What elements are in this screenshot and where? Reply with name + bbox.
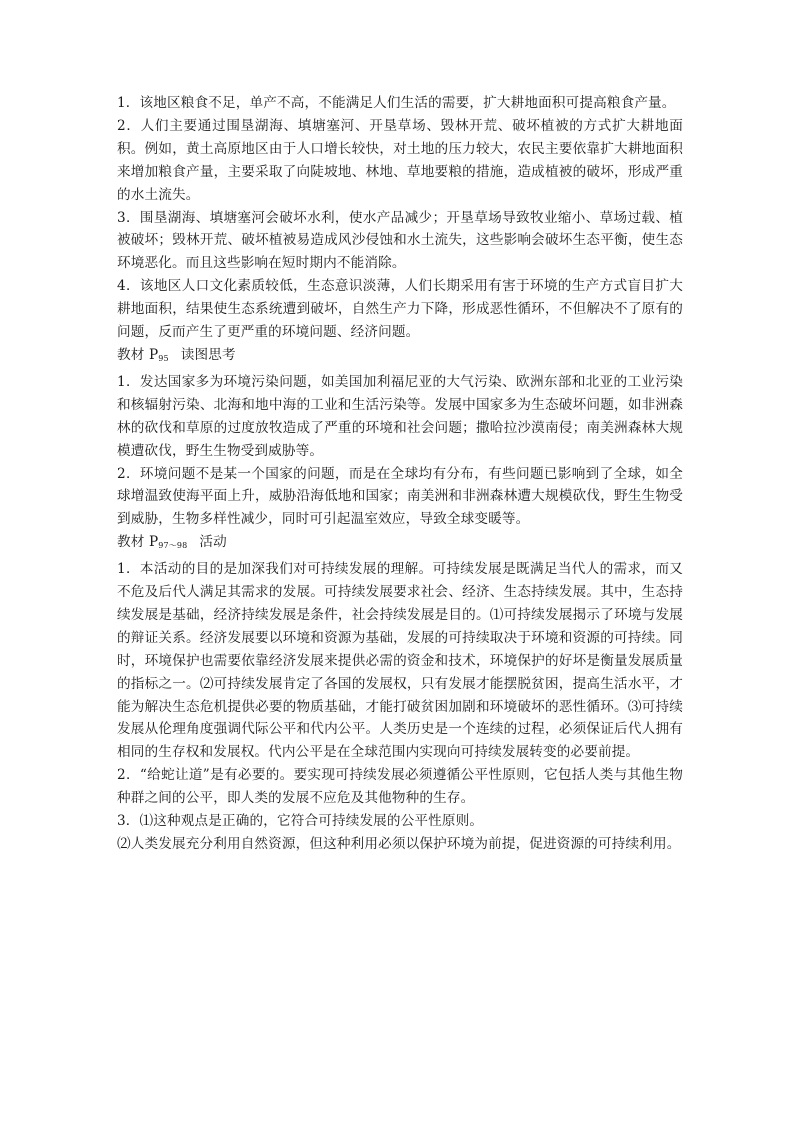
answer-p95-1: 1．发达国家多为环境污染问题，如美国加利福尼亚的大气污染、欧洲东部和北亚的工业污染和核辐射污染、北海和地中海的工业和生活污染等。发展中国家多为生态破坏问题，如非洲森林的砍伐和草原的过度放牧造成了严重的环境和社会问题；撒哈拉沙漠南侵；南美洲森林大规模遭砍伐，野生生物受到威胁等。: [117, 373, 683, 459]
heading-title: 活动: [199, 534, 227, 551]
answer-4: 4．该地区人口文化素质较低，生态意识淡薄，人们长期采用有害于环境的生产方式盲目扩大耕地面积，结果使生态系统遭到破坏，自然生产力下降，形成恶性循环，不但解决不了原有的问题，反而产生了更严重的环境问题、经济问题。: [117, 278, 683, 341]
document-page: [117, 92, 683, 856]
heading-page-range: 95: [158, 353, 169, 363]
heading-title: 读图思考: [180, 346, 236, 363]
answer-activity-3-1: 3．⑴这种观点是正确的，它符合可持续发展的公平性原则。: [117, 813, 484, 830]
heading-page-range: 97～98: [158, 541, 188, 551]
answer-2: 2．人们主要通过围垦湖海、填塘塞河、开垦草场、毁林开荒、破坏植被的方式扩大耕地面积。例如，黄土高原地区由于人口增长较快，对土地的压力较大，农民主要依靠扩大耕地面积来增加粮食产量，主要采取了向陡坡地、林地、草地要粮的措施，造成植被的破坏，形成严重的水土流失。: [117, 117, 683, 203]
answer-activity-3-2: ⑵人类发展充分利用自然资源，但这种利用必须以保护环境为前提，促进资源的可持续利用。: [117, 836, 681, 852]
section-heading-p97-98: [117, 531, 683, 558]
answer-activity-1: 1．本活动的目的是加深我们对可持续发展的理解。可持续发展是既满足当代人的需求，而又不危及后代人满足其需求的发展。可持续发展要求社会、经济、生态持续发展。其中，生态持续发展是基础，经济持续发展是条件，社会持续发展是目的。⑴可持续发展揭示了环境与发展的辩证关系。经济发展要以环境和资源为基础，发展的可持续取决于环境和资源的可持续。同时，环境保护也需要依靠经济发展来提供必需的资金和技术，环境保护的好坏是衡量发展质量的指标之一。⑵可持续发展肯定了各国的发展权，只有发展才能摆脱贫困，提高生活水平，才能为解决生态危机提供必要的物质基础，才能打破贫困加剧和环境破坏的恶性循环。⑶可持续发展从伦理角度强调代际公平和代内公平。人类历史是一个连续的过程，必须保证后代人拥有相同的生存权和发展权。代内公平是在全球范围内实现向可持续发展转变的必要前提。: [117, 561, 683, 761]
heading-prefix: 教材 P: [117, 534, 159, 551]
section-heading-p95: [117, 344, 683, 371]
answer-p95-2: 2．环境问题不是某一个国家的问题，而是在全球均有分布，有些问题已影响到了全球，如全球增温致使海平面上升，威胁沿海低地和国家；南美洲和非洲森林遭大规模砍伐，野生生物受到威胁，生物多样性减少，同时可引起温室效应，导致全球变暖等。: [117, 465, 683, 528]
answer-activity-2: 2．“给蛇让道”是有必要的。要实现可持续发展必须遵循公平性原则，它包括人类与其他生物种群之间的公平，即人类的发展不应危及其他物种的生存。: [117, 767, 683, 807]
heading-prefix: 教材 P: [117, 346, 159, 363]
answer-1: 1．该地区粮食不足，单产不高，不能满足人们生活的需要，扩大耕地面积可提高粮食产量。: [117, 95, 676, 111]
answer-3: 3．围垦湖海、填塘塞河会破坏水利，使水产品减少；开垦草场导致牧业缩小、草场过载、植被破坏；毁林开荒、破坏植被易造成风沙侵蚀和水土流失，这些影响会破坏生态平衡，使生态环境恶化。而且这些影响在短时期内不能消除。: [117, 209, 683, 272]
